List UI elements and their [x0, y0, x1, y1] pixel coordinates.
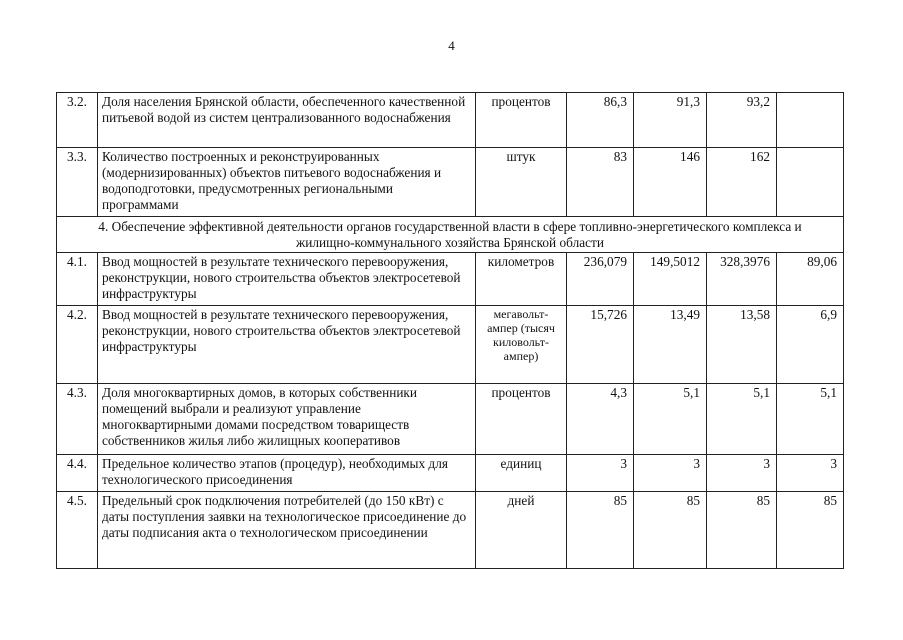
row-value-1: 3 [567, 455, 634, 492]
row-value-3: 93,2 [707, 93, 777, 148]
row-value-2: 13,49 [634, 306, 707, 384]
row-value-4: 6,9 [777, 306, 844, 384]
row-number: 4.3. [57, 384, 98, 455]
row-number: 4.2. [57, 306, 98, 384]
row-value-3: 3 [707, 455, 777, 492]
row-value-3: 5,1 [707, 384, 777, 455]
table-row [57, 384, 844, 455]
row-unit: процентов [476, 384, 567, 455]
row-value-1: 83 [567, 148, 634, 217]
row-value-1: 85 [567, 492, 634, 569]
row-unit: штук [476, 148, 567, 217]
row-unit: процентов [476, 93, 567, 148]
table-row [57, 492, 844, 569]
row-value-1: 15,726 [567, 306, 634, 384]
row-value-2: 146 [634, 148, 707, 217]
row-value-2: 149,5012 [634, 253, 707, 306]
row-value-4: 85 [777, 492, 844, 569]
row-value-1: 4,3 [567, 384, 634, 455]
row-value-4 [777, 148, 844, 217]
row-description: Доля многоквартирных домов, в которых собственники помещений выбрали и реализуют управление многоквартирными домами посредством товариществ собственников жилья либо жилищных кооперативов [98, 384, 476, 455]
row-description: Доля населения Брянской области, обеспеченного качественной питьевой водой из систем централизованного водоснабжения [98, 93, 476, 148]
row-description: Ввод мощностей в результате технического перевооружения, реконструкции, нового строительства объектов электросетевой инфраструктуры [98, 306, 476, 384]
row-value-2: 5,1 [634, 384, 707, 455]
row-unit: единиц [476, 455, 567, 492]
row-value-2: 85 [634, 492, 707, 569]
section-title: 4. Обеспечение эффективной деятельности органов государственной власти в сфере топливно-энергетического комплекса и жилищно-коммунального хозяйства Брянской области [57, 217, 844, 253]
table-row [57, 253, 844, 306]
row-value-1: 86,3 [567, 93, 634, 148]
row-value-1: 236,079 [567, 253, 634, 306]
row-value-4: 89,06 [777, 253, 844, 306]
table-row [57, 93, 844, 148]
row-value-3: 85 [707, 492, 777, 569]
row-description: Ввод мощностей в результате технического перевооружения, реконструкции, нового строительства объектов электросетевой инфраструктуры [98, 253, 476, 306]
row-description: Предельное количество этапов (процедур), необходимых для технологического присоединения [98, 455, 476, 492]
table-row [57, 148, 844, 217]
row-value-2: 91,3 [634, 93, 707, 148]
table-row [57, 455, 844, 492]
indicators-table [56, 92, 844, 569]
row-value-4: 5,1 [777, 384, 844, 455]
row-unit: дней [476, 492, 567, 569]
row-value-3: 13,58 [707, 306, 777, 384]
row-number: 4.4. [57, 455, 98, 492]
row-unit: километров [476, 253, 567, 306]
row-value-3: 328,3976 [707, 253, 777, 306]
table-row [57, 306, 844, 384]
row-description: Количество построенных и реконструированных (модернизированных) объектов питьевого водоснабжения и водоподготовки, предусмотренных региональными программами [98, 148, 476, 217]
row-number: 3.2. [57, 93, 98, 148]
row-number: 4.1. [57, 253, 98, 306]
section-header-row [57, 217, 844, 253]
row-number: 4.5. [57, 492, 98, 569]
row-value-3: 162 [707, 148, 777, 217]
row-description: Предельный срок подключения потребителей (до 150 кВт) с даты поступления заявки на технологическое присоединение до даты подписания акта о технологическом присоединении [98, 492, 476, 569]
row-value-4: 3 [777, 455, 844, 492]
row-number: 3.3. [57, 148, 98, 217]
row-unit: мегавольт-ампер (тысяч киловольт-ампер) [476, 306, 567, 384]
row-value-2: 3 [634, 455, 707, 492]
row-value-4 [777, 93, 844, 148]
page-number: 4 [448, 38, 455, 53]
